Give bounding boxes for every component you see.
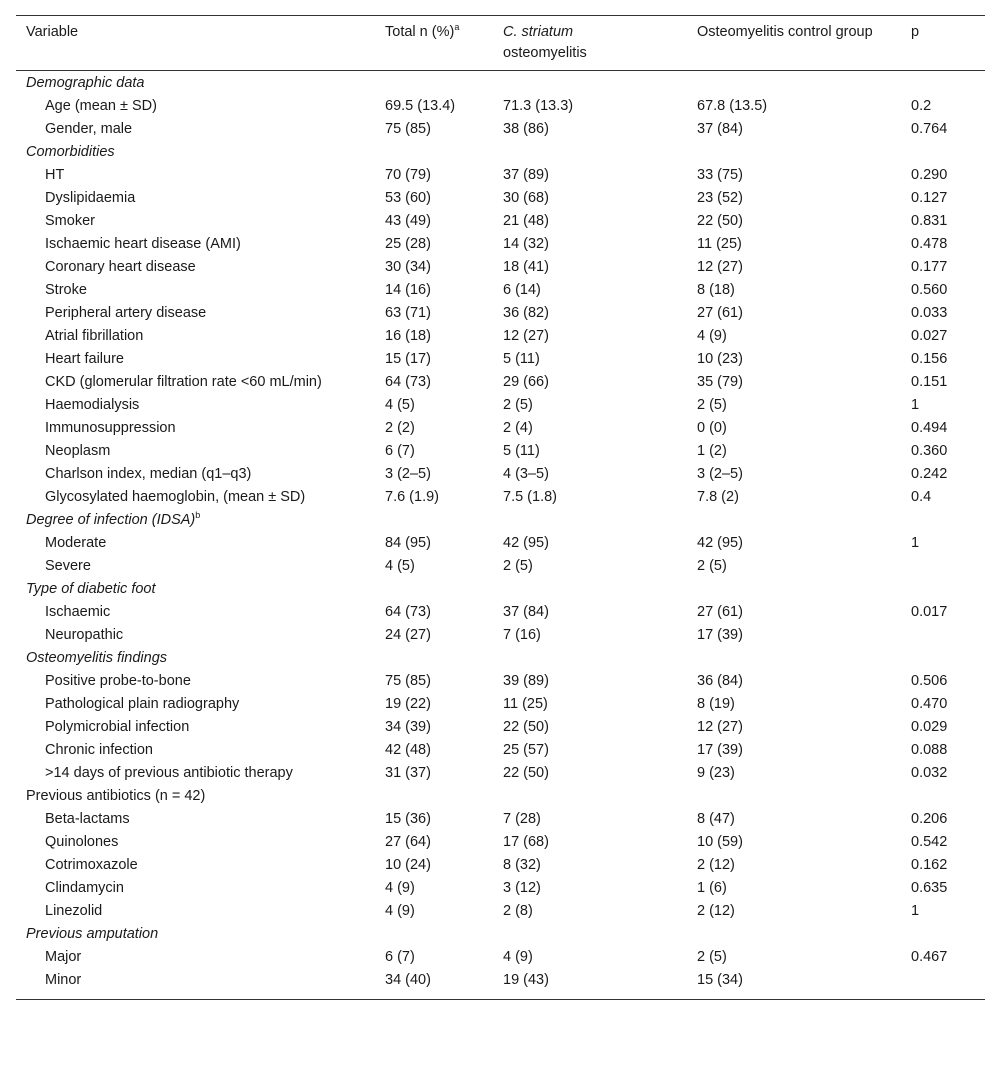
cell-striatum: 5 (11) — [503, 351, 540, 367]
cell-total: 42 (48) — [385, 742, 431, 758]
cell-total: 24 (27) — [385, 627, 431, 643]
cell-control: 22 (50) — [697, 213, 743, 229]
cell-striatum: 7 (28) — [503, 811, 541, 827]
section-title: Degree of infection (IDSA)$^b$ — [26, 510, 201, 528]
cell-total: 75 (85) — [385, 673, 431, 689]
cell-total: 34 (39) — [385, 719, 431, 735]
cell-total: 4 (9) — [385, 903, 415, 919]
cell-p — [901, 624, 985, 647]
cell-p: 0.206 — [911, 811, 948, 827]
cell-control: 8 (18) — [697, 282, 735, 298]
cell-striatum: 4 (9) — [503, 949, 533, 965]
cell-p — [901, 969, 985, 1000]
cell-control: 12 (27) — [697, 719, 743, 735]
cell-total: 10 (24) — [385, 857, 431, 873]
cell-striatum: 39 (89) — [503, 673, 549, 689]
cell-variable: Dyslipidaemia — [45, 190, 136, 206]
cell-variable: Atrial fibrillation — [45, 328, 144, 344]
cell-p: 0.162 — [911, 857, 948, 873]
cell-control: 17 (39) — [697, 627, 743, 643]
cell-striatum: 14 (32) — [503, 236, 549, 252]
cell-variable: Stroke — [45, 282, 87, 298]
table-row — [16, 417, 985, 440]
cell-p: 0.470 — [911, 696, 948, 712]
cell-control: 11 (25) — [697, 236, 742, 252]
section-row — [16, 141, 985, 164]
cell-p: 0.033 — [911, 305, 948, 321]
cell-variable: Moderate — [45, 535, 107, 551]
cell-p: 0.2 — [911, 98, 932, 114]
cell-total: 43 (49) — [385, 213, 431, 229]
cell-variable: Ischaemic heart disease (AMI) — [45, 236, 241, 252]
section-title: Osteomyelitis findings — [26, 650, 168, 666]
cell-control: 2 (12) — [697, 857, 735, 873]
section-row — [16, 647, 985, 670]
cell-total: 70 (79) — [385, 167, 431, 183]
section-row — [16, 578, 985, 601]
section-title: Demographic data — [26, 75, 145, 91]
cell-striatum: 2 (4) — [503, 420, 533, 436]
cell-variable: Quinolones — [45, 834, 119, 850]
comparison-table — [16, 15, 985, 1000]
cell-total: 69.5 (13.4) — [385, 98, 456, 114]
cell-striatum: 19 (43) — [503, 972, 549, 988]
table-row — [16, 233, 985, 256]
table-row — [16, 877, 985, 900]
cell-variable: Smoker — [45, 213, 95, 229]
section-title: Previous antibiotics (n = 42) — [26, 788, 206, 804]
cell-variable: Charlson index, median (q1–q3) — [45, 466, 252, 482]
cell-striatum: 11 (25) — [503, 696, 548, 712]
cell-striatum: 6 (14) — [503, 282, 541, 298]
cell-control: 8 (47) — [697, 811, 735, 827]
cell-p: 0.177 — [911, 259, 948, 275]
cell-control: 2 (5) — [697, 949, 727, 965]
table-row — [16, 394, 985, 417]
cell-striatum: 71.3 (13.3) — [503, 98, 574, 114]
table-row — [16, 486, 985, 509]
cell-total: 2 (2) — [385, 420, 415, 436]
cell-p: 0.542 — [911, 834, 948, 850]
cell-striatum: 30 (68) — [503, 190, 549, 206]
header-p: p — [911, 24, 920, 40]
table-row — [16, 440, 985, 463]
cell-striatum: 7 (16) — [503, 627, 541, 643]
cell-variable: Neoplasm — [45, 443, 111, 459]
cell-total: 27 (64) — [385, 834, 431, 850]
cell-control: 10 (23) — [697, 351, 743, 367]
cell-total: 31 (37) — [385, 765, 431, 781]
cell-p: 0.360 — [911, 443, 948, 459]
cell-total: 64 (73) — [385, 374, 431, 390]
table-row — [16, 946, 985, 969]
cell-striatum: 4 (3–5) — [503, 466, 549, 482]
cell-control: 4 (9) — [697, 328, 727, 344]
cell-striatum: 12 (27) — [503, 328, 549, 344]
table-row — [16, 739, 985, 762]
cell-variable: HT — [45, 167, 65, 183]
header-variable: Variable — [26, 24, 79, 40]
cell-total: 4 (5) — [385, 558, 415, 574]
cell-striatum: 3 (12) — [503, 880, 541, 896]
table-row — [16, 210, 985, 233]
cell-variable: Chronic infection — [45, 742, 153, 758]
cell-total: 34 (40) — [385, 972, 431, 988]
cell-p: 0.831 — [911, 213, 948, 229]
cell-p: 0.032 — [911, 765, 948, 781]
cell-control: 17 (39) — [697, 742, 743, 758]
cell-variable: Haemodialysis — [45, 397, 140, 413]
cell-variable: Gender, male — [45, 121, 133, 137]
cell-variable: Ischaemic — [45, 604, 111, 620]
cell-control: 67.8 (13.5) — [697, 98, 768, 114]
cell-variable: CKD (glomerular filtration rate <60 mL/min) — [45, 374, 322, 390]
table-row — [16, 118, 985, 141]
table-row — [16, 693, 985, 716]
table-row — [16, 348, 985, 371]
section-title: Type of diabetic foot — [26, 581, 156, 597]
section-row — [16, 509, 985, 532]
cell-control: 12 (27) — [697, 259, 743, 275]
header-total: Total n (%)$^a$ — [385, 22, 460, 40]
cell-striatum: 5 (11) — [503, 443, 540, 459]
cell-total: 30 (34) — [385, 259, 431, 275]
cell-p: 0.156 — [911, 351, 948, 367]
cell-variable: Heart failure — [45, 351, 124, 367]
table-row — [16, 532, 985, 555]
cell-variable: Peripheral artery disease — [45, 305, 207, 321]
cell-striatum: 29 (66) — [503, 374, 549, 390]
cell-total: 25 (28) — [385, 236, 431, 252]
cell-variable: Pathological plain radiography — [45, 696, 240, 712]
cell-variable: Severe — [45, 558, 91, 574]
table-row — [16, 808, 985, 831]
cell-control: 23 (52) — [697, 190, 743, 206]
table-row — [16, 831, 985, 854]
table-row — [16, 302, 985, 325]
cell-total: 6 (7) — [385, 949, 415, 965]
table-row — [16, 601, 985, 624]
table-row — [16, 555, 985, 578]
table-row — [16, 670, 985, 693]
cell-striatum: 17 (68) — [503, 834, 549, 850]
cell-striatum: 22 (50) — [503, 719, 549, 735]
cell-striatum: 36 (82) — [503, 305, 549, 321]
cell-striatum: 8 (32) — [503, 857, 541, 873]
cell-p: 0.088 — [911, 742, 948, 758]
cell-control: 7.8 (2) — [697, 489, 739, 505]
cell-variable: Positive probe-to-bone — [45, 673, 191, 689]
table-body — [16, 71, 985, 1000]
cell-control: 37 (84) — [697, 121, 743, 137]
cell-total: 16 (18) — [385, 328, 431, 344]
table-row — [16, 325, 985, 348]
section-title: Comorbidities — [26, 144, 115, 160]
cell-control: 2 (12) — [697, 903, 735, 919]
table-row — [16, 371, 985, 394]
cell-control: 0 (0) — [697, 420, 727, 436]
cell-control: 2 (5) — [697, 397, 727, 413]
cell-p: 1 — [911, 535, 920, 551]
cell-control: 35 (79) — [697, 374, 743, 390]
cell-p: 0.151 — [911, 374, 948, 390]
cell-variable: Neuropathic — [45, 627, 124, 643]
cell-variable: >14 days of previous antibiotic therapy — [45, 765, 293, 781]
cell-control: 33 (75) — [697, 167, 743, 183]
cell-striatum: 18 (41) — [503, 259, 549, 275]
cell-p: 0.290 — [911, 167, 948, 183]
cell-variable: Coronary heart disease — [45, 259, 196, 275]
cell-variable: Linezolid — [45, 903, 103, 919]
cell-striatum: 25 (57) — [503, 742, 549, 758]
cell-striatum: 38 (86) — [503, 121, 549, 137]
table-header — [16, 16, 985, 71]
cell-p: 0.027 — [911, 328, 948, 344]
cell-total: 14 (16) — [385, 282, 431, 298]
cell-control: 8 (19) — [697, 696, 735, 712]
cell-variable: Beta-lactams — [45, 811, 130, 827]
cell-variable: Clindamycin — [45, 880, 124, 896]
header-striatum: C. striatum osteomyelitis — [503, 24, 587, 61]
cell-total: 53 (60) — [385, 190, 431, 206]
cell-p: 0.4 — [911, 489, 932, 505]
cell-striatum: 21 (48) — [503, 213, 549, 229]
cell-total: 75 (85) — [385, 121, 431, 137]
cell-total: 15 (36) — [385, 811, 431, 827]
cell-control: 9 (23) — [697, 765, 735, 781]
cell-p: 0.635 — [911, 880, 948, 896]
footnote-b: b — [195, 510, 201, 521]
cell-striatum: 37 (84) — [503, 604, 549, 620]
cell-variable: Cotrimoxazole — [45, 857, 138, 873]
table-row — [16, 256, 985, 279]
section-row — [16, 71, 985, 96]
cell-p: 0.478 — [911, 236, 948, 252]
cell-p: 0.242 — [911, 466, 948, 482]
header-control: Osteomyelitis control group — [697, 24, 873, 40]
cell-p: 1 — [911, 397, 920, 413]
table-row — [16, 187, 985, 210]
section-row — [16, 923, 985, 946]
cell-variable: Glycosylated haemoglobin, (mean ± SD) — [45, 489, 306, 505]
cell-p: 0.506 — [911, 673, 948, 689]
cell-p: 0.560 — [911, 282, 948, 298]
table-row — [16, 95, 985, 118]
cell-control: 27 (61) — [697, 305, 743, 321]
cell-variable: Age (mean ± SD) — [45, 98, 157, 114]
cell-total: 19 (22) — [385, 696, 431, 712]
cell-p: 0.029 — [911, 719, 948, 735]
cell-control: 1 (2) — [697, 443, 727, 459]
cell-p: 0.017 — [911, 604, 948, 620]
cell-variable: Major — [45, 949, 82, 965]
table-row — [16, 279, 985, 302]
cell-striatum: 37 (89) — [503, 167, 549, 183]
table-row — [16, 762, 985, 785]
cell-p — [901, 555, 985, 578]
cell-total: 6 (7) — [385, 443, 415, 459]
table-row — [16, 900, 985, 923]
cell-control: 1 (6) — [697, 880, 727, 896]
cell-striatum: 2 (5) — [503, 397, 533, 413]
cell-control: 10 (59) — [697, 834, 743, 850]
cell-striatum: 2 (8) — [503, 903, 533, 919]
cell-control: 15 (34) — [697, 972, 743, 988]
cell-p: 0.467 — [911, 949, 948, 965]
cell-variable: Immunosuppression — [45, 420, 176, 436]
cell-control: 36 (84) — [697, 673, 743, 689]
cell-total: 15 (17) — [385, 351, 431, 367]
table-row — [16, 854, 985, 877]
cell-control: 42 (95) — [697, 535, 743, 551]
cell-control: 2 (5) — [697, 558, 727, 574]
cell-variable: Polymicrobial infection — [45, 719, 190, 735]
table-row — [16, 716, 985, 739]
cell-total: 4 (9) — [385, 880, 415, 896]
table-row — [16, 969, 985, 1000]
table-row — [16, 624, 985, 647]
cell-total: 63 (71) — [385, 305, 431, 321]
cell-p: 0.127 — [911, 190, 948, 206]
section-title: Previous amputation — [26, 926, 159, 942]
cell-striatum: 42 (95) — [503, 535, 549, 551]
cell-p: 1 — [911, 903, 920, 919]
table-row — [16, 463, 985, 486]
cell-striatum: 22 (50) — [503, 765, 549, 781]
cell-p: 0.494 — [911, 420, 948, 436]
cell-p: 0.764 — [911, 121, 948, 137]
cell-variable: Minor — [45, 972, 82, 988]
cell-striatum: 7.5 (1.8) — [503, 489, 557, 505]
cell-total: 4 (5) — [385, 397, 415, 413]
cell-total: 84 (95) — [385, 535, 431, 551]
footnote-a: a — [454, 22, 460, 33]
cell-total: 64 (73) — [385, 604, 431, 620]
cell-total: 7.6 (1.9) — [385, 489, 439, 505]
cell-total: 3 (2–5) — [385, 466, 431, 482]
section-row — [16, 785, 985, 808]
cell-striatum: 2 (5) — [503, 558, 533, 574]
table-row — [16, 164, 985, 187]
cell-control: 27 (61) — [697, 604, 743, 620]
cell-control: 3 (2–5) — [697, 466, 743, 482]
